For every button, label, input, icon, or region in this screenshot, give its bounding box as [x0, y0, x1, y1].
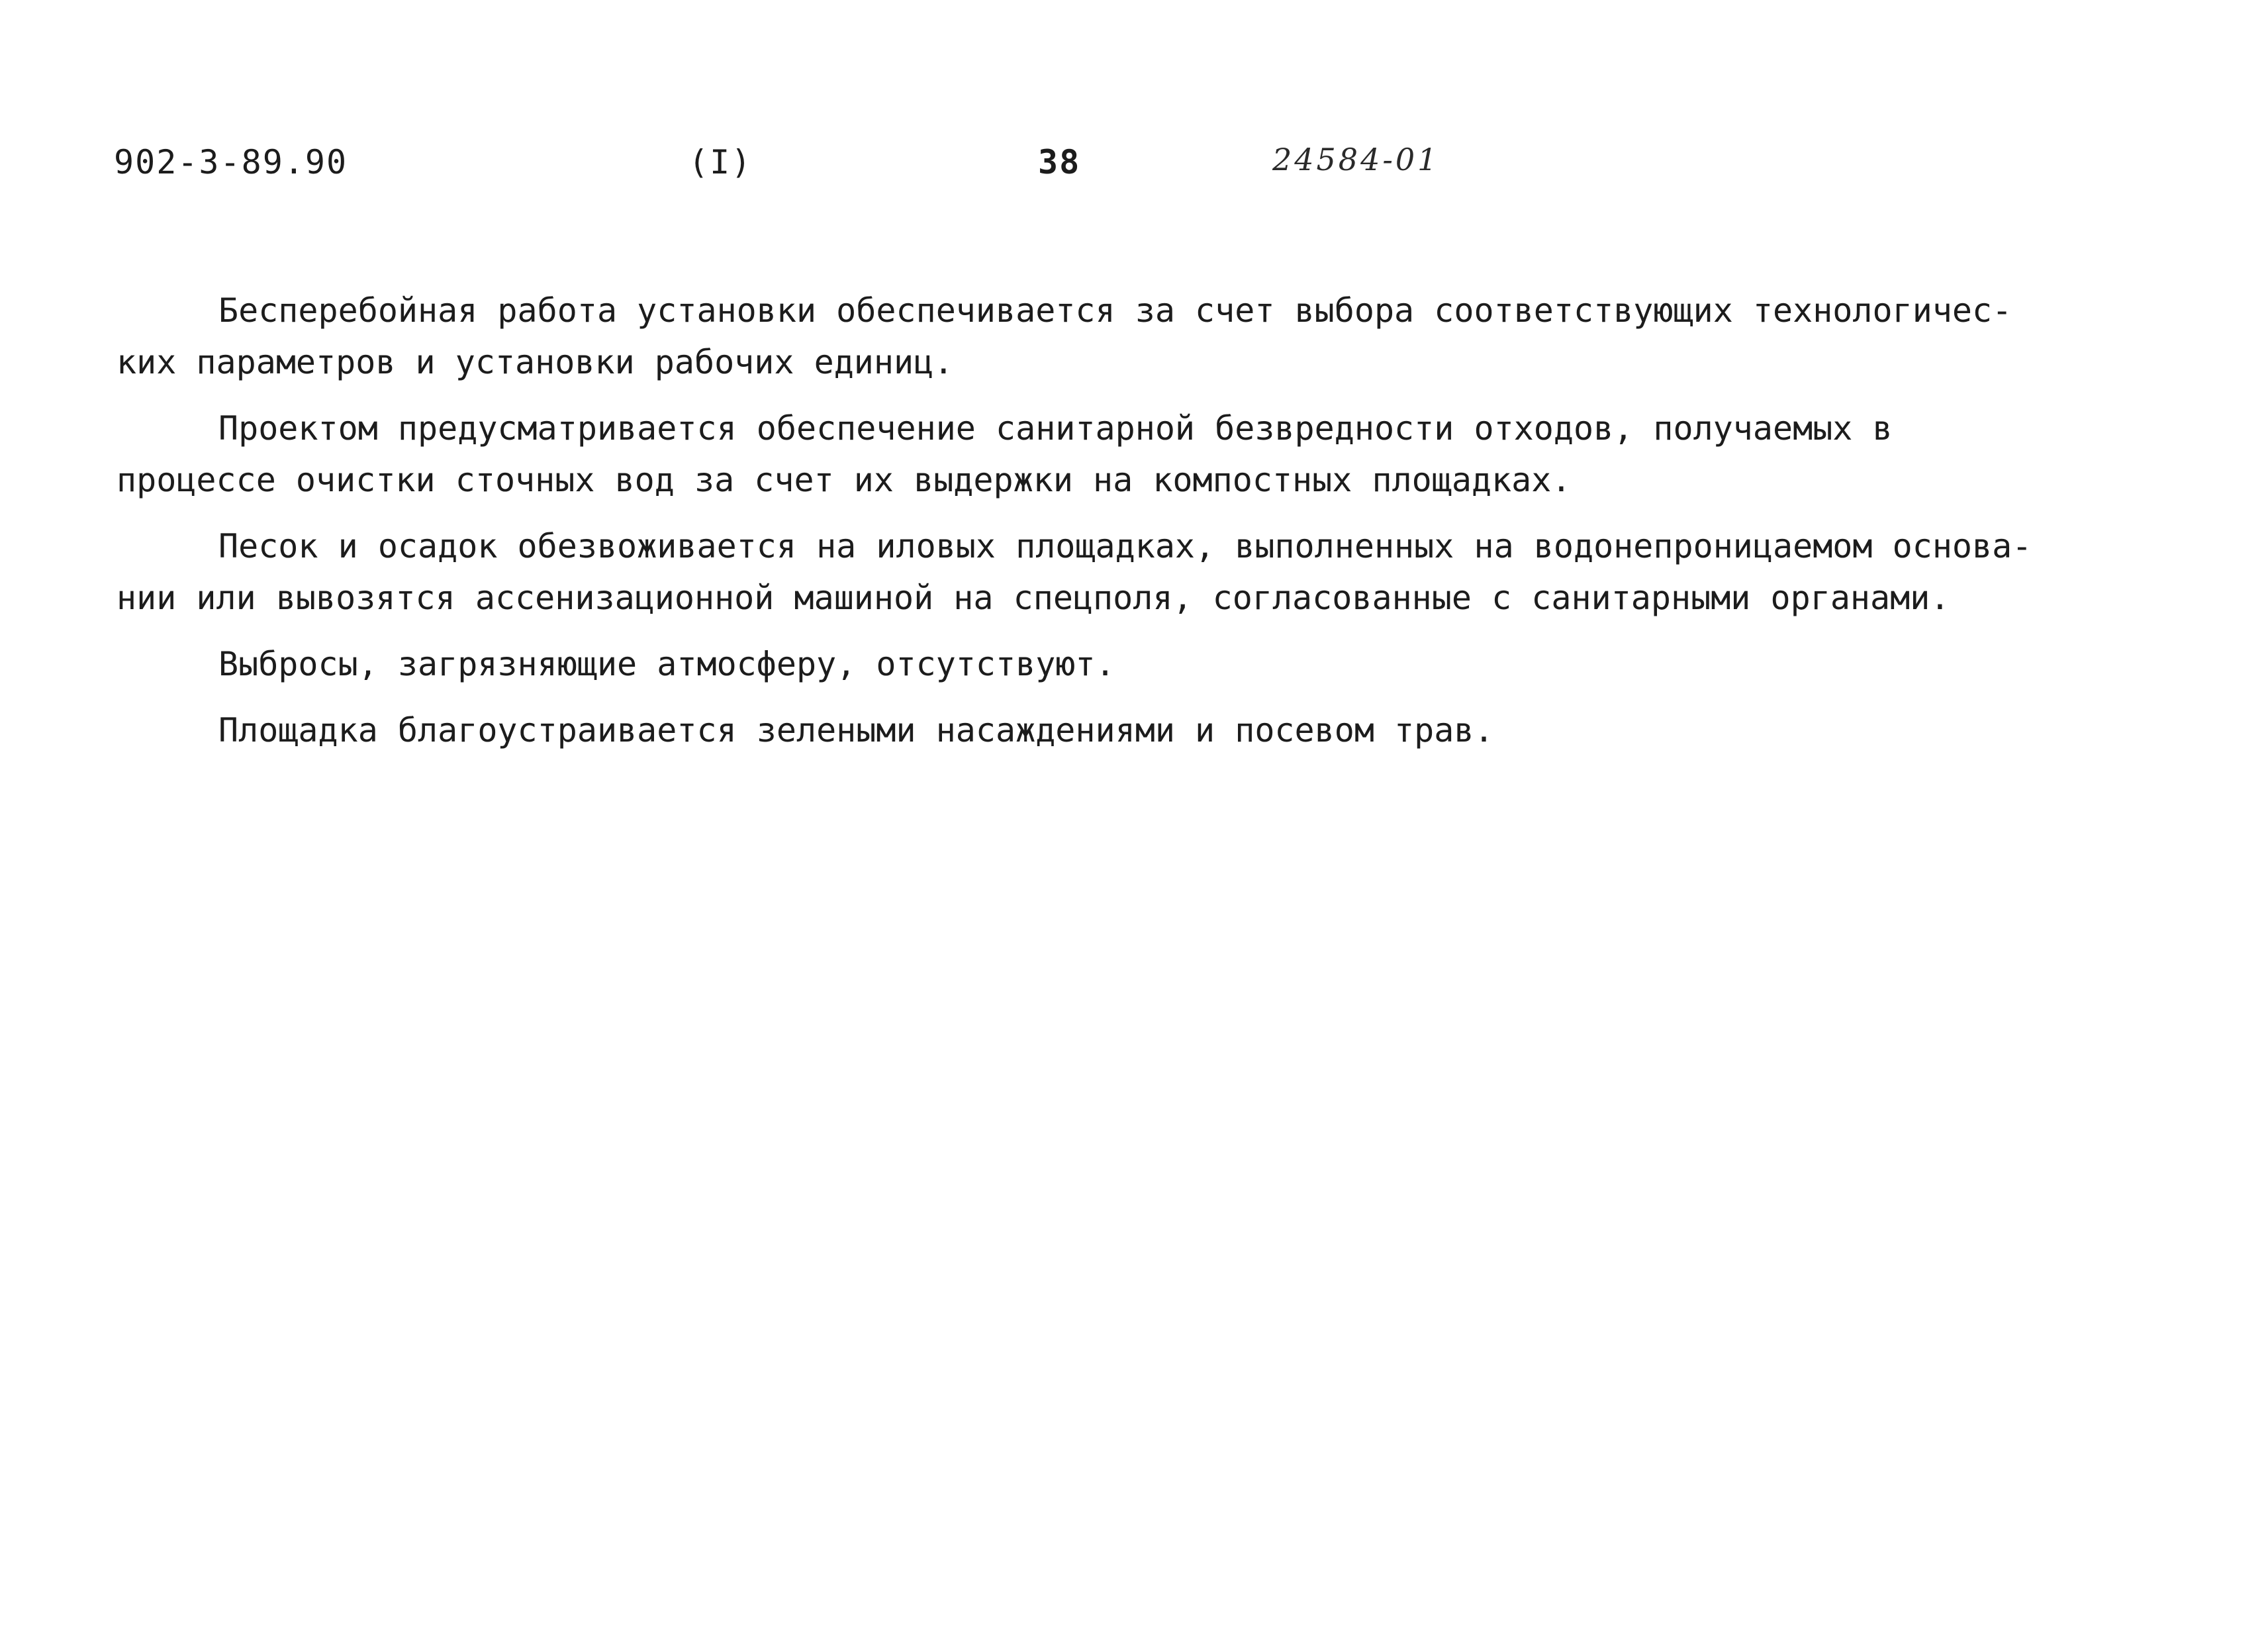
paragraph-line: Песок и осадок обезвоживается на иловых площадках, выполненных на водонепроницаемом основа- [218, 527, 2032, 565]
paragraph-line: Бесперебойная работа установки обеспечивается за счет выбора соответствующих технологичес- [218, 291, 2012, 330]
paragraph-line: Выбросы, загрязняющие атмосферу, отсутствуют. [218, 645, 1115, 683]
paragraph-landscaping [117, 704, 2122, 756]
section-number: (I) [688, 143, 753, 181]
paragraph-line: нии или вывозятся ассенизационной машиной на спецполя, согласованные с санитарными органами. [117, 579, 1950, 617]
page-number: 38 [1038, 143, 1081, 181]
paragraph-waste-safety [117, 403, 2122, 506]
paragraph-line: Площадка благоустраивается зелеными насаждениями и посевом трав. [218, 711, 1494, 749]
paragraph-sludge-dewatering [117, 520, 2122, 624]
paragraph-continuous-operation [117, 285, 2122, 388]
inventory-number: 24584-01 [1272, 142, 1440, 177]
paragraph-line: процессе очистки сточных вод за счет их выдержки на компостных площадках. [117, 461, 1572, 499]
paragraph-line: Проектом предусматривается обеспечение санитарной безвредности отходов, получаемых в [218, 409, 1893, 448]
paragraph-emissions [117, 638, 2122, 690]
body-text [117, 285, 2122, 756]
paragraph-line: ких параметров и установки рабочих единиц. [117, 343, 954, 381]
document-code: 902-3-89.90 [114, 143, 348, 181]
